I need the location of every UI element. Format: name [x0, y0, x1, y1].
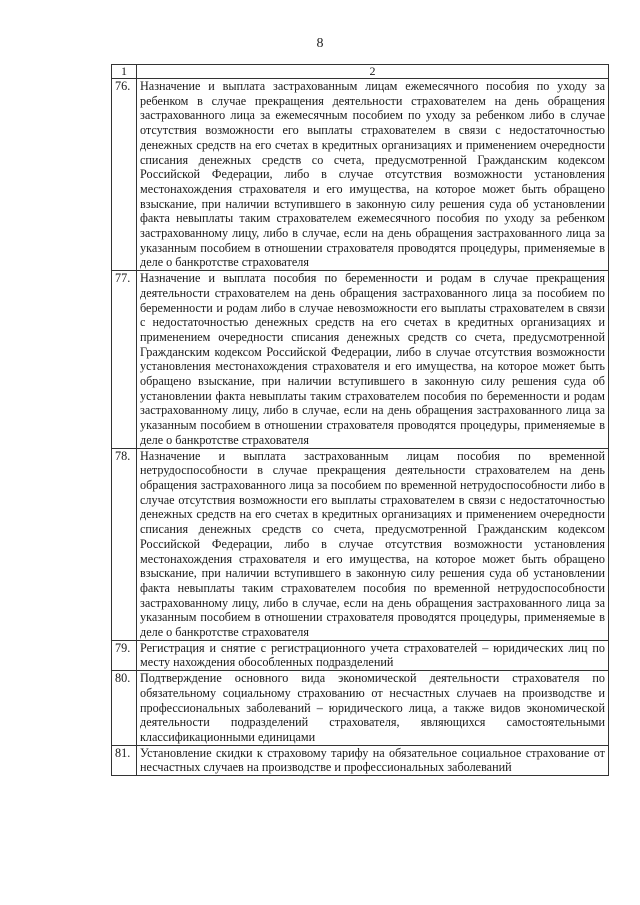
header-col-2: 2	[137, 65, 609, 79]
row-number: 81.	[112, 745, 137, 775]
row-text: Установление скидки к страховому тарифу на обязательное социальное страхование от несчастных случаев на производстве и профессиональных заболеваний	[137, 745, 609, 775]
header-col-1: 1	[112, 65, 137, 79]
page-number: 8	[316, 36, 324, 51]
table-row	[112, 671, 609, 746]
row-number: 76.	[112, 79, 137, 271]
row-number: 77.	[112, 271, 137, 448]
row-text: Регистрация и снятие с регистрационного учета страхователей – юридических лиц по месту нахождения обособленных подразделений	[137, 640, 609, 670]
row-number: 79.	[112, 640, 137, 670]
row-text: Назначение и выплата пособия по беременности и родам в случае прекращения деятельности страхователем на день обращения застрахованного лица за пособием по беременности и родам либо в случае невозможности его выплаты страхователем в связи с недостаточностью денежных средств на его счетах в кредитных организациях и применением очередности списания денежных средств со счета, предусмотренной Гражданским кодексом Российской Федерации, либо в случае отсутствия возможности установления местонахождения страхователя и его имущества, на которое может быть обращено взыскание, при наличии вступившего в законную силу решения суда об установлении факта невыплаты таким страхователем пособия по беременности и родам застрахованному лицу, либо в случае, если на день обращения застрахованного лица за указанным пособием в отношении страхователя проводятся процедуры, применяемые в деле о банкротстве страхователя	[137, 271, 609, 448]
table-row	[112, 79, 609, 271]
row-number: 80.	[112, 671, 137, 746]
row-text: Подтверждение основного вида экономической деятельности страхователя по обязательному социальному страхованию от несчастных случаев на производстве и профессиональных заболеваний – юридического лица, а также видов экономической деятельности подразделений страхователя, являющихся самостоятельными классификационными единицами	[137, 671, 609, 746]
row-text: Назначение и выплата застрахованным лицам ежемесячного пособия по уходу за ребенком в случае прекращения деятельности страхователем на день обращения застрахованного лица за ежемесячным пособием по уходу за ребенком либо в случае отсутствия возможности его выплаты страхователем в связи с недостаточностью денежных средств на его счетах в кредитных организациях и применением очередности списания денежных средств со счета, предусмотренной Гражданским кодексом Российской Федерации, либо в случае отсутствия возможности установления местонахождения страхователя и его имущества, на которое может быть обращено взыскание, при наличии вступившего в законную силу решения суда об установлении факта невыплаты таким страхователем ежемесячного пособия по уходу за ребенком застрахованному лицу, либо в случае, если на день обращения застрахованного лица за указанным пособием в отношении страхователя проводятся процедуры, применяемые в деле о банкротстве страхователя	[137, 79, 609, 271]
row-text: Назначение и выплата застрахованным лицам пособия по временной нетрудоспособности в случае прекращения деятельности страхователем на день обращения застрахованного лица за пособием по временной нетрудоспособности либо в случае отсутствия возможности его выплаты страхователем в связи с недостаточностью денежных средств на его счетах в кредитных организациях и применением очередности списания денежных средств со счета, предусмотренной Гражданским кодексом Российской Федерации, либо в случае отсутствия возможности установления местонахождения страхователя и его имущества, на которое может быть обращено взыскание, при наличии вступившего в законную силу решения суда об установлении факта невыплаты таким страхователем пособия по временной нетрудоспособности застрахованному лицу, либо в случае, если на день обращения застрахованного лица за указанным пособием в отношении страхователя проводятся процедуры, применяемые в деле о банкротстве страхователя	[137, 448, 609, 640]
services-table	[111, 64, 609, 776]
table-row	[112, 745, 609, 775]
table-row	[112, 271, 609, 448]
table-row	[112, 448, 609, 640]
table-row	[112, 640, 609, 670]
row-number: 78.	[112, 448, 137, 640]
table-header-row	[112, 65, 609, 79]
